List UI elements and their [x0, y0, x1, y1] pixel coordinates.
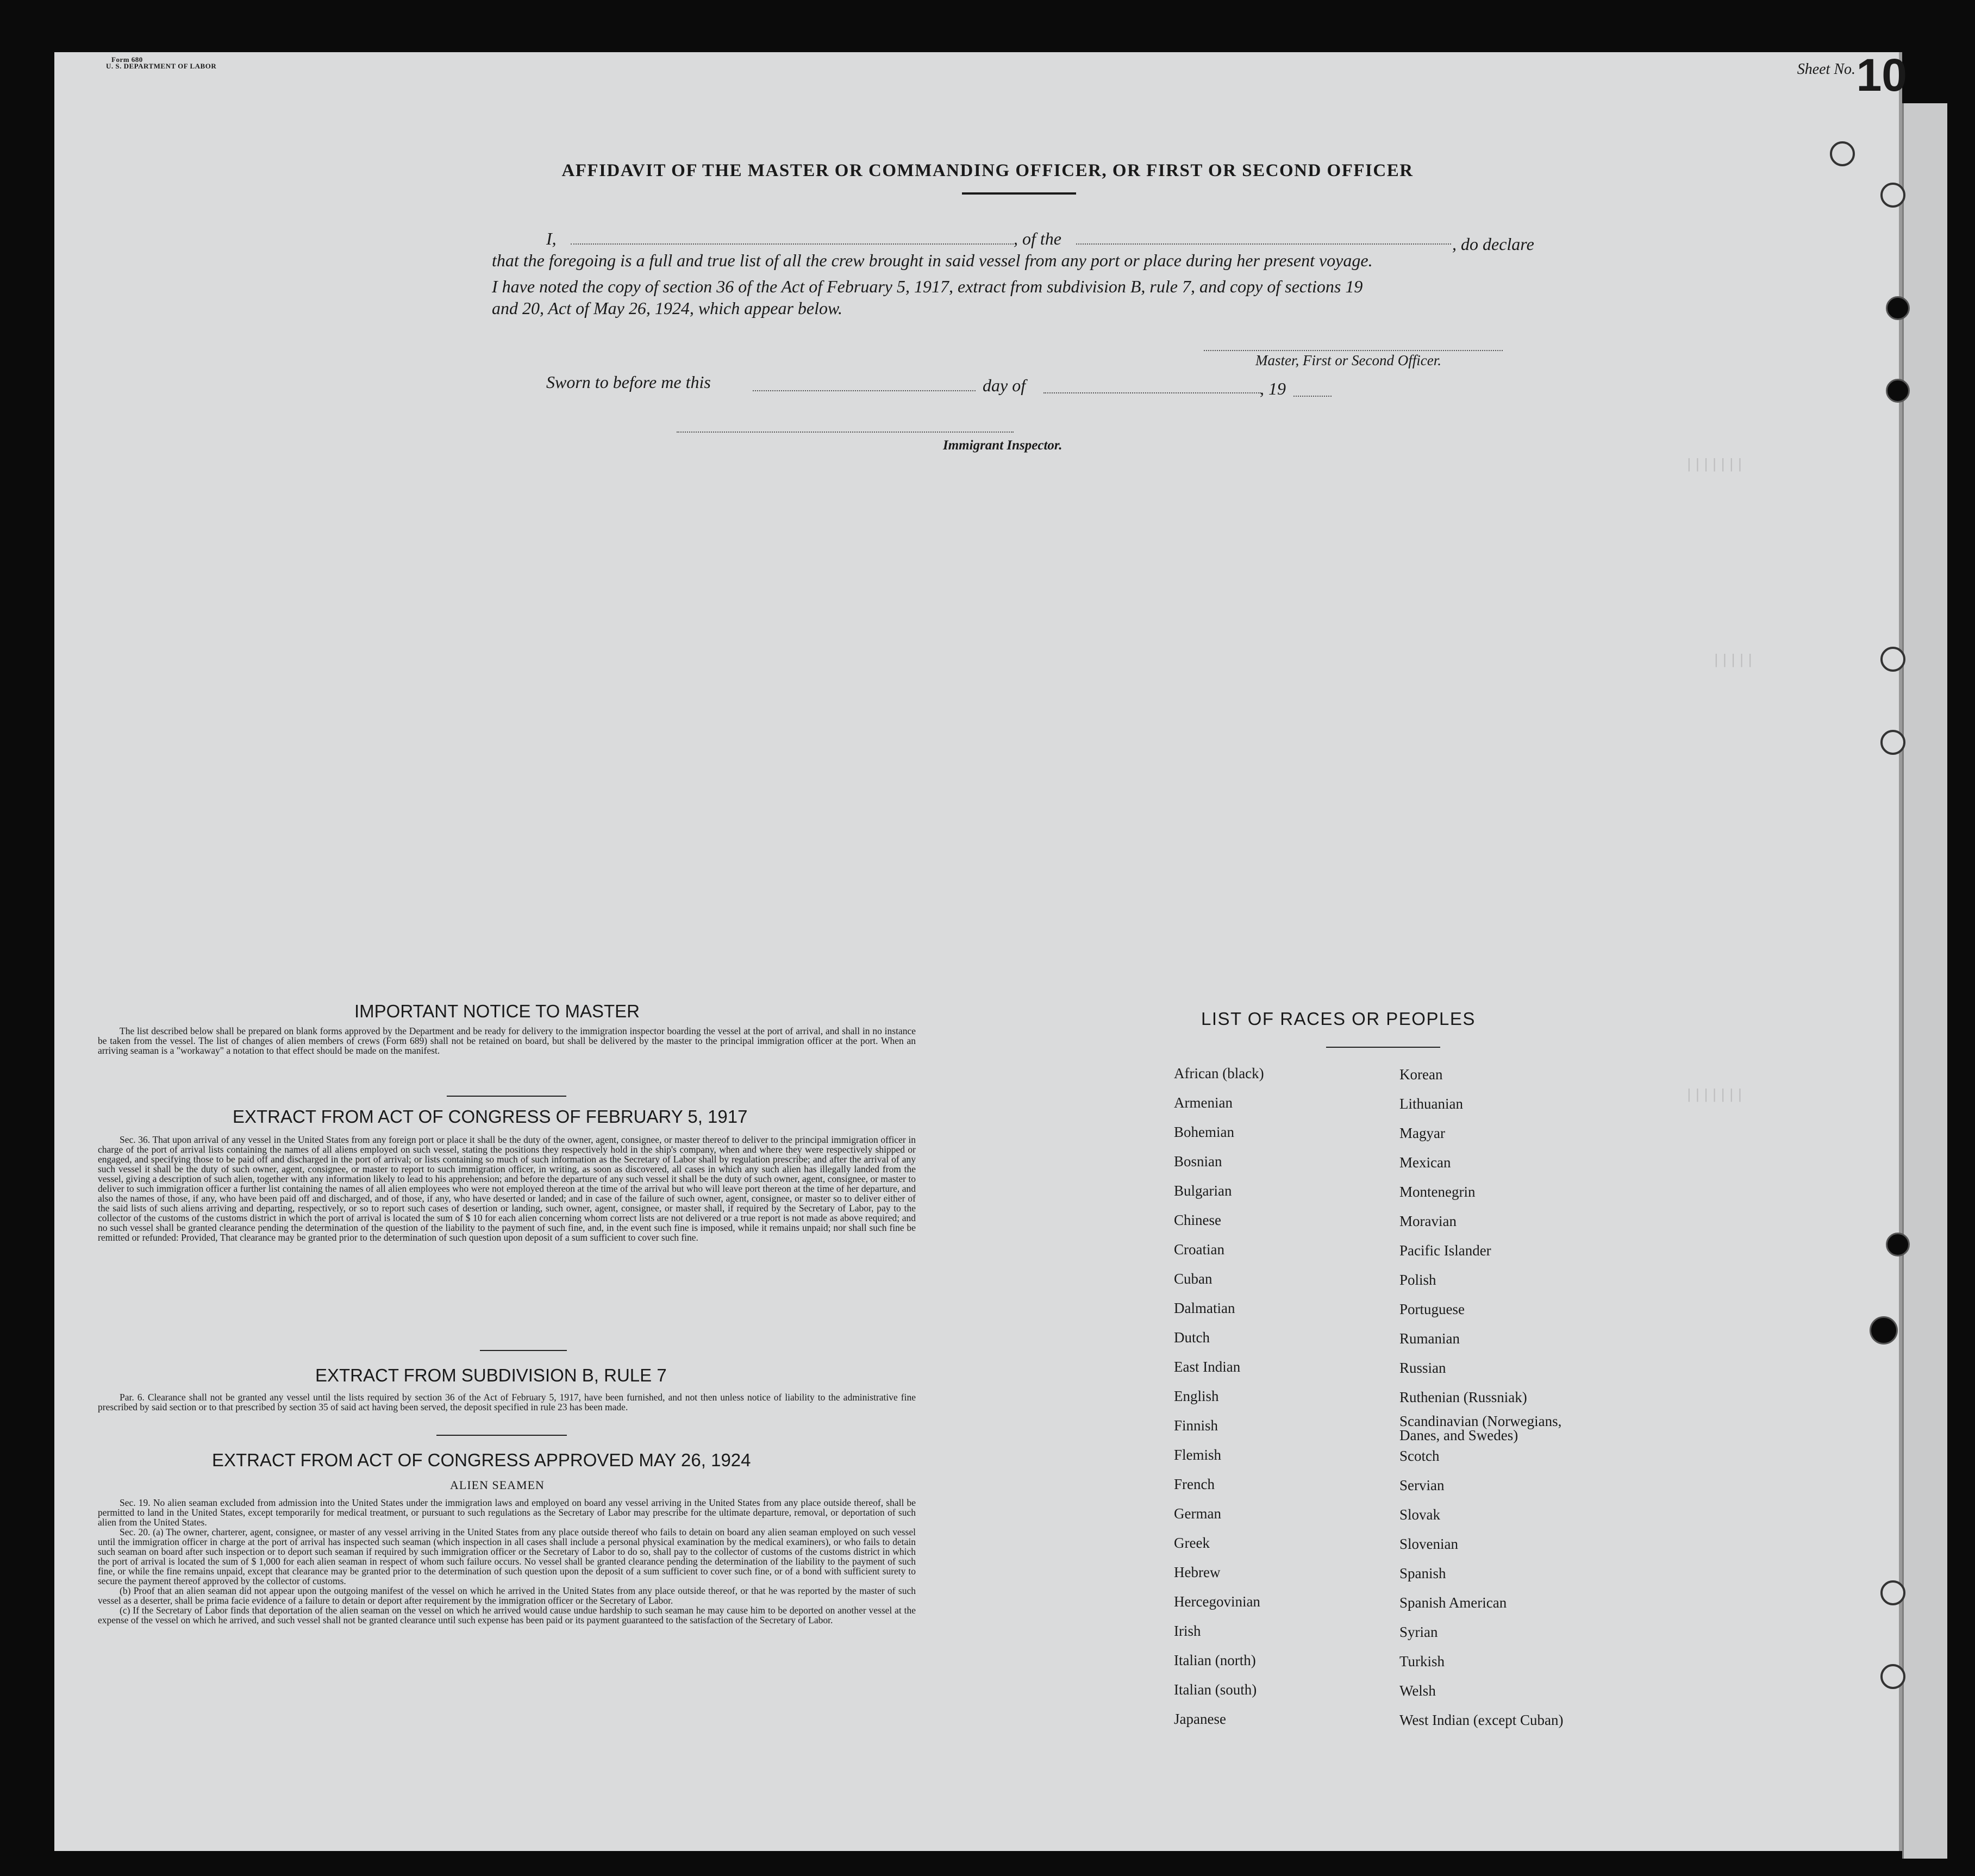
race-item: Servian [1399, 1477, 1445, 1493]
bleed-through-text: ||||||| [1685, 1087, 1745, 1103]
race-item: Cuban [1174, 1271, 1212, 1287]
section-rule [436, 1435, 567, 1436]
section-rule [480, 1350, 567, 1351]
vessel-line [1076, 228, 1451, 245]
race-item: Hercegovinian [1174, 1593, 1260, 1610]
declaration-line-3: I have noted the copy of section 36 of the Act of February 5, 1917, extract from subdivision B, rule 7, and copy of sections 19 [492, 277, 1363, 296]
sec-20a-text: Sec. 20. (a) The owner, charterer, agent, consignee, or master of any vessel arriving in the United States from any place outside thereof who fails to detain on board any alien seaman employed on such vessel until the immigration officer in charge at the port of arrival has inspected such seaman (which inspection in all cases shall include a personal physical examination by the medical examiners), or who fails to detain such seaman on board after such inspection or to deport such seaman if required by such immigration officer or the Secretary of Labor to do so, shall pay to the collector of customs of the customs district in which the port of arrival is located the sum of $ 1,000 for each alien seaman in respect of whom such failure occurs. No vessel shall be granted clearance pending the determination of the liability to the payment of such fine, or while the fine remains unpaid, except that clearance may be granted prior to the determination of such question upon the deposit of a sum sufficient to cover such fine, or of a bond with sufficient surety to secure the payment thereof approved by the collector of customs. [98, 1527, 916, 1586]
race-item: Pacific Islander [1399, 1242, 1491, 1259]
affidavit-title: AFFIDAVIT OF THE MASTER OR COMMANDING OFFICER, OR FIRST OR SECOND OFFICER [561, 161, 1414, 180]
race-item: Japanese [1174, 1711, 1226, 1727]
race-item: Magyar [1399, 1125, 1445, 1141]
notice-text: The list described below shall be prepared on blank forms approved by the Department and be ready for delivery to the immigration inspector boarding the vessel at the port of arrival, and shall in no instance be taken from the vessel. The list of changes of alien members of crews (Form 689) shall not be retained on board, but shall be delivered by the master to the principal immigration officer at the port. When an arriving seaman is a "workaway" a notation to that effect should be made on the manifest. [98, 1025, 916, 1056]
declaration-line-4: and 20, Act of May 26, 1924, which appear below. [492, 298, 842, 318]
race-item: Italian (north) [1174, 1652, 1256, 1668]
section-rule [447, 1096, 566, 1097]
extract-1917-heading: EXTRACT FROM ACT OF CONGRESS OF FEBRUARY 5, 1917 [233, 1106, 748, 1127]
sworn-year-line [1293, 382, 1332, 397]
extract-rule7-heading: EXTRACT FROM SUBDIVISION B, RULE 7 [315, 1365, 667, 1385]
declarant-label: I, [546, 229, 557, 248]
race-item: Ruthenian (Russniak) [1399, 1389, 1527, 1405]
race-item: Bohemian [1174, 1124, 1234, 1140]
race-item: Irish [1174, 1623, 1201, 1639]
day-of-label: day of [983, 376, 1026, 395]
race-item: Bulgarian [1174, 1183, 1232, 1199]
race-item: Chinese [1174, 1212, 1221, 1228]
punch-hole [1886, 296, 1910, 320]
title-rule [962, 192, 1076, 195]
races-heading: LIST OF RACES OR PEOPLES [1201, 1009, 1476, 1029]
race-item: Scotch [1399, 1448, 1440, 1464]
race-item: Syrian [1399, 1624, 1438, 1640]
race-item: Spanish American [1399, 1594, 1507, 1611]
race-item: English [1174, 1388, 1219, 1404]
sheet-label: Sheet No. [1797, 61, 1855, 78]
race-item: Moravian [1399, 1213, 1457, 1229]
extract-1924-text [98, 1498, 916, 1625]
punch-hole [1886, 1233, 1910, 1256]
punch-hole [1880, 647, 1905, 672]
master-signature-line [1204, 336, 1503, 351]
race-item: Finnish [1174, 1417, 1218, 1434]
race-item: Slovak [1399, 1506, 1441, 1523]
bleed-through-text: ||||||| [1685, 457, 1745, 473]
punch-hole [1880, 1580, 1905, 1605]
inspector-signature-line [677, 417, 1014, 433]
punch-hole [1886, 379, 1910, 403]
race-item: Portuguese [1399, 1301, 1465, 1317]
sec-19-text: Sec. 19. No alien seaman excluded from admission into the United States under the immigration laws and employed on board any vessel arriving in the United States from any place outside thereof, shall be permitted to land in the United States, except temporarily for medical treatment, or pursuant to such regulations as the Secretary of Labor may prescribe for the ultimate departure, removal, or deportation of such alien from the United States. [98, 1497, 916, 1528]
sec-20b-text: (b) Proof that an alien seaman did not appear upon the outgoing manifest of the vessel on which he arrived in the United States from any place outside thereof, or that he was reported by the master of such vessel as a deserter, shall be prima facie evidence of a failure to detain or deport after requirement by the immigration officer or the Secretary of Labor. [98, 1585, 916, 1606]
inspector-signature-label: Immigrant Inspector. [943, 438, 1062, 453]
race-item: Rumanian [1399, 1330, 1460, 1347]
form-number: Form 680 [111, 55, 143, 64]
race-item: Dalmatian [1174, 1300, 1235, 1316]
punch-hole [1880, 730, 1905, 755]
declarant-name-line [571, 228, 1014, 245]
master-signature-label: Master, First or Second Officer. [1255, 352, 1441, 368]
races-left-column [1174, 1059, 1264, 1734]
race-item: Armenian [1174, 1095, 1233, 1111]
race-item: Lithuanian [1399, 1096, 1463, 1112]
punch-hole [1880, 183, 1905, 208]
race-item: Flemish [1174, 1447, 1222, 1463]
of-the-label: , of the [1014, 229, 1061, 248]
declare-label: , do declare [1452, 234, 1534, 254]
races-right-column [1399, 1060, 1584, 1735]
sworn-label: Sworn to before me this [546, 372, 711, 392]
extract-1917-text: Sec. 36. That upon arrival of any vessel in the United States from any foreign port or place it shall be the duty of the owner, agent, consignee, or master thereof to deliver to the principal immigration officer in charge of the port of arrival lists containing the names of all aliens employed on such vessel, stating the positions they respectively hold in the ship's company, when and where they were respectively shipped or engaged, and specifying those to be paid off and discharged in the port of arrival; or lists containing so much of such information as the Secretary of Labor shall by regulation prescribe; and after the arrival of any such vessel it shall be the duty of such owner, agent, consignee, or master to report to such immigration officer, in writing, as soon as discovered, all cases in which any such alien has illegally landed from the vessel, giving a description of such alien, together with any information likely to lead to his apprehension; and before the departure of any such vessel it shall be the duty of such owner, agent, consignee, or master to deliver to such immigration officer a further list containing the names of all alien employees who were not employed thereon at the time of the arrival but who will leave port thereon at the time of her departure, and also the names of those, if any, who have been paid off and discharged, and of those, if any, who have deserted or landed; and in case of the failure of such owner, agent, consignee, or master so to deliver either of the said lists of such aliens arriving and departing, respectively, or so to report such cases of desertion or landing, such owner, agent, consignee, or master shall, if required by the Secretary of Labor, pay to the collector of the customs of the customs district in which the port of arrival is located the sum of $ 10 for each alien concerning whom correct lists are not delivered or a true report is not made as above required; and no such vessel shall be granted clearance pending the determination of the question of the liability to the payment of such fine, and, in the event such fine is imposed, while it remains unpaid; nor shall such fine be remitted or refunded: Provided, That clearance may be granted prior to the determination of such question upon deposit of a sum sufficient to cover such fine. [98, 1134, 916, 1243]
race-item: Welsh [1399, 1683, 1436, 1699]
sheet-number: 10 [1856, 49, 1907, 101]
race-item: Turkish [1399, 1653, 1445, 1669]
punch-hole [1880, 1664, 1905, 1689]
sec-20c-text: (c) If the Secretary of Labor finds that deportation of the alien seaman on the vessel on which he arrived would cause undue hardship to such seaman he may cause him to be deported on another vessel at the expense of the vessel on which he arrived, and such vessel shall not be granted clearance until such expense has been paid or its payment guaranteed to the satisfaction of the Secretary of Labor. [98, 1605, 916, 1625]
race-item: Spanish [1399, 1565, 1446, 1581]
race-item: West Indian (except Cuban) [1399, 1712, 1564, 1728]
sworn-day-line [753, 375, 976, 391]
race-item: Slovenian [1399, 1536, 1458, 1552]
race-item: Polish [1399, 1272, 1436, 1288]
race-item: Italian (south) [1174, 1681, 1257, 1698]
race-item: Croatian [1174, 1241, 1224, 1258]
race-item: Dutch [1174, 1329, 1210, 1346]
race-item: Russian [1399, 1360, 1446, 1376]
race-item: East Indian [1174, 1359, 1241, 1375]
extract-1924-heading: EXTRACT FROM ACT OF CONGRESS APPROVED MAY 26, 1924 [212, 1450, 751, 1470]
underlying-sheet-edge [1902, 103, 1947, 1859]
alien-seamen-subheading: ALIEN SEAMEN [450, 1478, 545, 1492]
punch-hole [1870, 1316, 1898, 1345]
sworn-month-line [1043, 377, 1261, 393]
race-item: Hebrew [1174, 1564, 1221, 1580]
race-item: Mexican [1399, 1154, 1451, 1171]
race-item: Korean [1399, 1066, 1443, 1083]
sworn-year-label: , 19 [1260, 379, 1286, 398]
race-item: Greek [1174, 1535, 1210, 1551]
bleed-through-text: ||||| [1712, 652, 1755, 668]
race-item: African (black) [1174, 1065, 1264, 1081]
race-item: Scandinavian (Norwegians, Danes, and Swedes) [1399, 1413, 1562, 1443]
declaration-line-2: that the foregoing is a full and true list of all the crew brought in said vessel from any port or place during her present voyage. [492, 251, 1373, 270]
race-item: French [1174, 1476, 1215, 1492]
race-item: Montenegrin [1399, 1184, 1476, 1200]
extract-rule7-text: Par. 6. Clearance shall not be granted any vessel until the lists required by section 36 of the Act of February 5, 1917, have been furnished, and not then unless notice of liability to the administrative fine prescribed by said section or to that prescribed by section 35 of said act having been served, the deposit specified in rule 23 has been made. [98, 1392, 916, 1412]
department-name: U. S. DEPARTMENT OF LABOR [106, 62, 217, 70]
notice-heading: IMPORTANT NOTICE TO MASTER [354, 1001, 640, 1021]
race-item: Bosnian [1174, 1153, 1222, 1170]
race-item: German [1174, 1505, 1221, 1522]
races-heading-rule [1326, 1047, 1440, 1048]
